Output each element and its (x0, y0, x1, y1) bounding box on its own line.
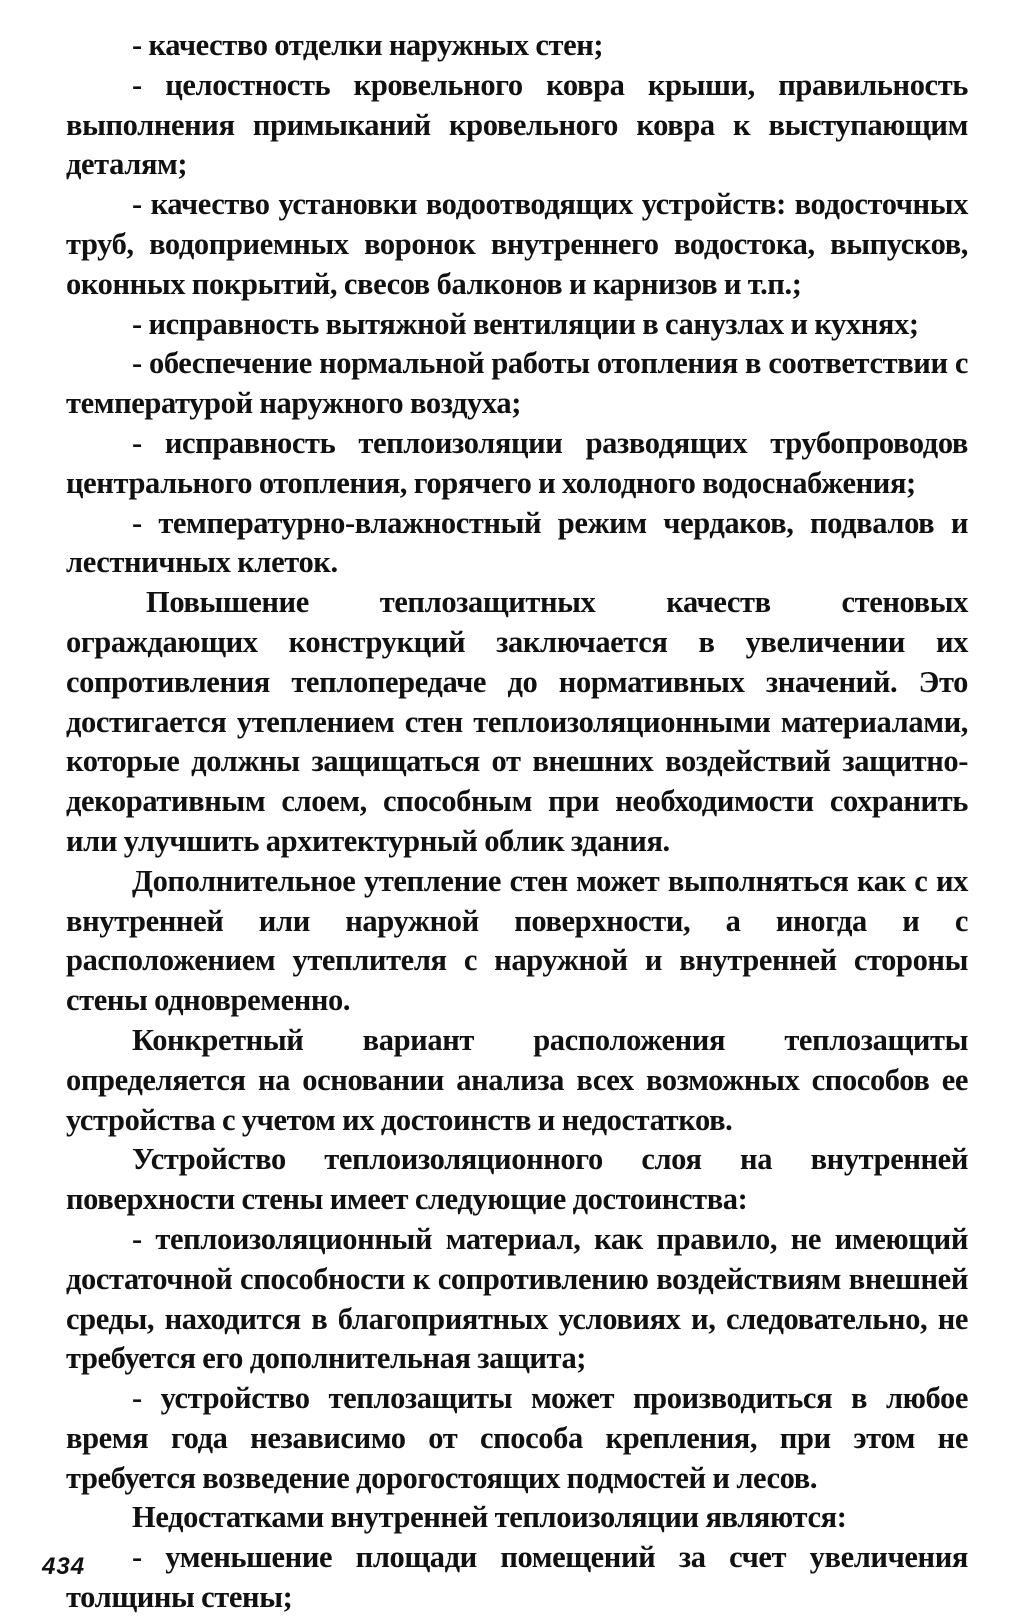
paragraph: - обеспечение нормальной работы отопления в соответствии с температурой наружного воздуха; (66, 346, 968, 421)
paragraph: - целостность кровельного ковра крыши, правильность выполнения примыканий кровельного ковра к выступающим деталям; (66, 67, 968, 182)
paragraph: - температурно-влажностный режим чердаков, подвалов и лестничных клеток. (66, 505, 968, 580)
paragraph: Повышение теплозащитных качеств стеновых ограждающих конструкций заключается в увеличении их сопротивления теплопередаче до нормативных значений. Это достигается утеплением стен теплоизоляционными материалами, которые должны защищаться от внешних воздействий защитно-декоративным слоем, способным при необходимости сохранить или улучшить архитектурный облик здания. (66, 585, 968, 858)
paragraph: - качество установки водоотводящих устройств: водосточных труб, водоприемных воронок внутреннего водостока, выпусков, оконных покрытий, свесов балконов и карнизов и т.п.; (66, 187, 968, 301)
paragraph: - теплоизоляционный материал, как правило, не имеющий достаточной способности к сопротивлению воздействиям внешней среды, находится в благоприятных условиях и, следовательно, не требуется его дополнительная защита; (66, 1221, 968, 1376)
body-text (66, 26, 968, 1618)
page-number: 434 (42, 1553, 86, 1580)
paragraph: - качество отделки наружных стен; (132, 28, 604, 62)
paragraph: Дополнительное утепление стен может выполняться как с их внутренней или наружной поверхности, а иногда и с расположением утеплителя с наружной и внутренней стороны стены одновременно. (66, 863, 968, 1018)
paragraph: - устройство теплозащиты может производиться в любое время года независимо от способа крепления, при этом не требуется возведение дорогостоящих подмостей и лесов. (66, 1381, 968, 1495)
paragraph: Недостатками внутренней теплоизоляции являются: (132, 1500, 847, 1535)
paragraph: - уменьшение площади помещений за счет увеличения толщины стены; (66, 1540, 968, 1615)
paragraph: Конкретный вариант расположения теплозащиты определяется на основании анализа всех возможных способов ее устройства с учетом их достоинств и недостатков. (66, 1022, 968, 1137)
paragraph: - исправность теплоизоляции разводящих трубопроводов центрального отопления, горячего и холодного водоснабжения; (66, 425, 968, 500)
paragraph: Устройство теплоизоляционного слоя на внутренней поверхности стены имеет следующие достоинства: (66, 1142, 968, 1217)
paragraph: - исправность вытяжной вентиляции в санузлах и кухнях; (132, 306, 919, 341)
